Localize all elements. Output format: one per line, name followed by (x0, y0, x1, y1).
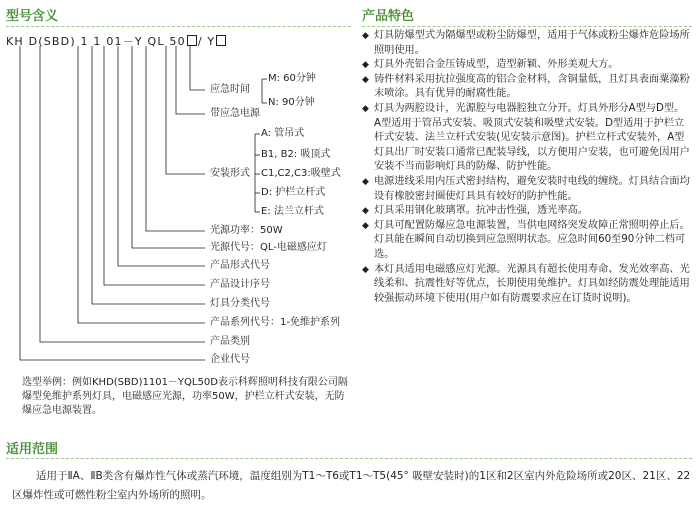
install-option-c: C1,C2,C3:吸壁式 (261, 168, 341, 179)
feature-text: 灯具防爆型式为隔爆型或粉尘防爆型，适用于气体或粉尘爆炸危险场所照明使用。 (374, 30, 690, 56)
feature-text: 本灯具适用电磁感应灯光源。光源具有超长使用寿命、发光效率高、光线柔和、抗震性好等优点，长期使用免维护。灯具如经防震处理能适用较强振动环境下使用(用户如有防震要求应在订货时说明)。 (374, 263, 690, 304)
option-m-60: M: 60分钟 (268, 73, 316, 84)
scope-divider (6, 458, 692, 459)
install-option-d: D: 护栏立杆式 (261, 187, 326, 198)
grade-code-label: 灯具分类代号 (210, 298, 270, 309)
emergency-time-label: 应急时间 (210, 84, 250, 95)
feature-text: 灯具采用钢化玻璃罩。抗冲击性强，透光率高。 (374, 205, 588, 217)
feature-item (362, 73, 690, 102)
features-list (362, 29, 690, 306)
model-code-slash: / Y (197, 35, 216, 48)
feature-bullet: ◆ (362, 176, 369, 187)
model-meaning-heading: 型号含义 (6, 9, 59, 24)
company-code-label: 企业代号 (210, 354, 250, 365)
install-form-label: 安装形式 (210, 168, 250, 179)
feature-item (362, 58, 690, 73)
install-option-b: B1, B2: 吸顶式 (261, 149, 331, 160)
feature-bullet: ◆ (362, 220, 369, 231)
install-option-e: E: 法兰立杆式 (261, 206, 324, 217)
feature-bullet: ◆ (362, 264, 369, 275)
option-n-90: N: 90分钟 (268, 97, 315, 108)
feature-item (362, 29, 690, 58)
category-label: 产品类别 (210, 336, 250, 347)
feature-bullet: ◆ (362, 31, 369, 41)
features-divider (362, 26, 692, 27)
feature-item (362, 204, 690, 219)
feature-text: 电源进线采用内压式密封结构，避免安装时电线的缠绕。灯具结合面均设有橡胶密封圈使灯具具有较好的防护性能。 (374, 175, 690, 202)
scope-heading: 适用范围 (6, 442, 59, 457)
feature-item (362, 263, 690, 307)
emergency-power-label: 带应急电源 (210, 108, 260, 119)
feature-item (362, 219, 690, 263)
source-code-label: 光源代号：QL-电磁感应灯 (210, 242, 327, 253)
feature-item (362, 175, 690, 204)
features-heading: 产品特色 (362, 9, 415, 24)
power-label: 光源功率：50W (210, 225, 283, 236)
selection-example: 选型举例：例如KHD(SBD)1101－YQL50D表示科辉照明科技有限公司隔爆型免维护系列灯具，电磁感应光源，功率50W，护栏立杆式安装，无防爆应急电源装置。 (22, 377, 348, 416)
feature-text: 灯具为两腔设计，光源腔与电器腔独立分开。灯具外形分A型与D型。A型适用于管吊式安装、吸顶式安装和吸壁式安装。D型适用于护栏立杆式安装、法兰立杆式安装(见安装示意图)。护栏立杆式安装外，A型灯具出厂时安装口通常已配装导线，以方便用户安装，也可避免因用户安装不当而影响灯具的防爆、防护性能。 (374, 102, 690, 173)
feature-bullet: ◆ (362, 74, 369, 85)
feature-text: 铸件材料采用抗拉强度高的铝合金材料，含铜量低，且灯具表面粟藻粉末喷涂。具有优异的耐腐性能。 (374, 73, 690, 100)
feature-bullet: ◆ (362, 103, 369, 114)
scope-text: 适用于ⅡA、ⅡB类含有爆炸性气体或蒸汽环境，温度组别为T1～T6或T1～T5(45° 吸壁安装时)的1区和2区室内外危险场所或20区、21区、22区爆炸性或可燃性粉尘室内外场所的照明。 (12, 470, 691, 501)
feature-bullet: ◆ (362, 60, 369, 71)
series-code-label: 产品系列代号：1-免维护系列 (210, 317, 340, 328)
install-option-a: A: 管吊式 (261, 128, 305, 139)
design-seq-label: 产品设计序号 (210, 279, 270, 290)
feature-item (362, 102, 690, 175)
form-code-label: 产品形式代号 (210, 260, 270, 271)
feature-text: 灯具外壳铝合金压铸成型，造型新颖、外形美观大方。 (374, 59, 619, 71)
model-code-prefix: KH D(SBD) 1 1 01－Y QL 50 (6, 35, 186, 48)
feature-text: 灯具可配置防爆应急电源装置，当供电网络突发故障正常照明停止后。灯具能在瞬间自动切换到应急照明状态。应急时间60至90分钟二档可选。 (374, 219, 690, 260)
feature-bullet: ◆ (362, 206, 369, 217)
